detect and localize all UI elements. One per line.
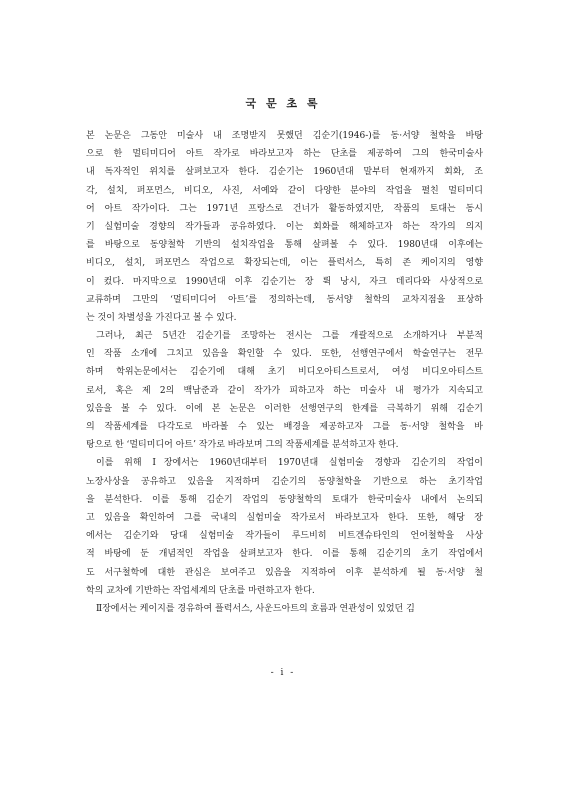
text-line: 교류하며 그만의 ‘멀티미디어 아트’를 정의하는데, 동서양 철학의 교차지점을 표상하	[86, 294, 483, 305]
text-line: 탕으로 한 ‘멀티미디어 아트’ 작가로 바라보며 그의 작품세계를 분석하고자 한다.	[86, 440, 399, 451]
abstract-paragraph	[86, 600, 483, 618]
text-line: 노장사상을 공유하고 있음을 지적하며 김순기의 동양철학을 기반으로 하는 초기작업	[86, 476, 483, 487]
text-line: Ⅱ장에서는 케이지를 경유하여 플럭서스, 사운드아트의 흐름과 연관성이 있었던 김	[96, 603, 415, 614]
abstract-paragraph	[86, 127, 483, 327]
text-line: 하며 학위논문에서는 김순기에 대해 초기 비디오아티스트로서, 여성 비디오아티스트	[86, 367, 483, 378]
text-line: 이를 위해 Ⅰ장에서는 1960년대부터 1970년대 실험미술 경향과 김순기의 작업이	[96, 458, 483, 469]
text-line: 학의 교차에 기반하는 작업세계의 단초를 마련하고자 한다.	[86, 585, 315, 596]
text-line: 그러나, 최근 5년간 김순기를 조망하는 전시는 그를 개괄적으로 소개하거나 부분적	[96, 331, 483, 342]
text-line: 어 아트 작가이다. 그는 1971년 프랑스로 건너가 활동하였지만, 작품의 토대는 동시	[86, 203, 483, 214]
text-line: 내 독자적인 위치를 살펴보고자 한다. 김순기는 1960년대 말부터 현재까지 회화, 조	[86, 167, 483, 178]
text-line: 로서, 혹은 제 2의 백남준과 같이 작가가 피하고자 하는 미술사 내 평가가 지속되고	[86, 385, 483, 396]
abstract-body	[86, 127, 483, 618]
text-line: 비디오, 설치, 퍼포먼스 작업으로 확장되는데, 이는 플럭서스, 특히 존 케이지의 영향	[86, 258, 483, 269]
text-line: 기 실험미술 경향의 작가들과 공유하였다. 이는 회화를 해체하고자 하는 작가의 의지	[86, 221, 483, 232]
abstract-paragraph	[86, 454, 483, 600]
abstract-paragraph	[86, 327, 483, 454]
text-line: 각, 설치, 퍼포먼스, 비디오, 사진, 서예와 같이 다양한 분야의 작업을 펼친 멀티미디	[86, 185, 483, 196]
text-line: 도 서구철학에 대한 관심은 보여주고 있음을 지적하여 이후 분석하게 될 동·서양 철	[86, 567, 483, 578]
text-line: 는 것이 차별성을 가진다고 볼 수 있다.	[86, 312, 237, 323]
text-line: 을 분석한다. 이를 통해 김순기 작업의 동양철학의 토대가 한국미술사 내에서 논의되	[86, 494, 483, 505]
text-line: 인 작품 소개에 그치고 있음을 확인할 수 있다. 또한, 선행연구에서 학술연구는 전무	[86, 349, 483, 360]
page-number: - i -	[270, 668, 296, 678]
text-line: 의 작품세계를 다각도로 바라볼 수 있는 배경을 제공하고자 그를 동·서양 철학을 바	[86, 422, 483, 432]
text-line: 본 논문은 그동안 미술사 내 조명받지 못했던 김순기(1946-)를 동·서양 철학을 바탕	[86, 131, 483, 141]
text-line: 이 컸다. 마지막으로 1990년대 이후 김순기는 장 뤽 낭시, 자크 데리다와 사상적으로	[86, 276, 483, 287]
text-line: 적 바탕에 둔 개념적인 작업을 살펴보고자 한다. 이를 통해 김순기의 초기 작업에서	[86, 549, 483, 560]
page-title: 국 문 초 록	[245, 97, 321, 110]
text-line: 를 바탕으로 동양철학 기반의 설치작업을 통해 살펴볼 수 있다. 1980년대 이후에는	[86, 240, 483, 251]
text-line: 으로 한 멀티미디어 아트 작가로 바라보고자 하는 단초를 제공하여 그의 한국미술사	[86, 149, 483, 160]
text-line: 에서는 김순기와 당대 실험미술 작가들이 루드비히 비트겐슈타인의 언어철학을 사상	[86, 531, 483, 542]
text-line: 고 있음을 확인하여 그를 국내의 실험미술 작가로서 바라보고자 한다. 또한, 해당 장	[86, 512, 483, 523]
text-line: 있음을 볼 수 있다. 이에 본 논문은 이러한 선행연구의 한계를 극복하기 위해 김순기	[86, 403, 483, 414]
